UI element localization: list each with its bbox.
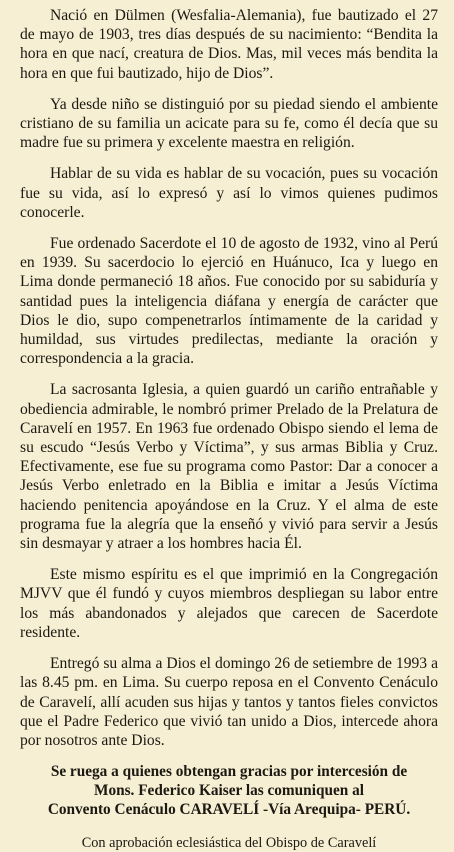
paragraph-episcopate: La sacrosanta Iglesia, a quien guardó un cariño entrañable y obediencia admirable, le nombró primer Prelado de la Prelatura de Caravelí en 1957. En 1963 fue ordenado Obispo siendo el lema de su escudo “Jesús Verbo y Víctima”, y sus armas Biblia y Cruz. Efectivamente, ese fue su programa como Pastor: Dar a conocer a Jesús Verbo enletrado en la Biblia e imitar a Jesús Víctima haciendo penitencia apoyándose en la Cruz. Y el alma de este programa fue la alegría que la enseñó y vivió para servir a Jesús sin desmayar y atraer a los hombres hacia Él. xyxy=(20,381,438,553)
paragraph-ordination: Fue ordenado Sacerdote el 10 de agosto de 1932, vino al Perú en 1939. Su sacerdocio lo ejerció en Huánuco, Ica y luego en Lima donde permaneció 18 años. Fue conocido por su sabiduría y santidad pues la inteligencia diáfana y energía de carácter que Dios le dio, supo compenetrarlos íntimamente de la caridad y humildad, sus virtudes predilectas, mediante la oración y correspondencia a la gracia. xyxy=(20,235,438,368)
paragraph-vocation: Hablar de su vida es hablar de su vocación, pues su vocación fue su vida, así lo expresó y así lo vimos quienes pudimos conocerle. xyxy=(20,165,438,221)
ecclesiastical-approval: Con aprobación eclesiástica del Obispo de Caravelí xyxy=(81,835,377,852)
paragraph-death: Entregó su alma a Dios el domingo 26 de setiembre de 1993 a las 8.45 pm. en Lima. Su cuerpo reposa en el Convento Cenáculo de Caravelí, allí acuden sus hijas y tantos y tantos fieles convictos que el Padre Federico que vivió tan unido a Dios, intercede ahora por nosotros ante Dios. xyxy=(20,655,438,749)
paragraph-childhood: Ya desde niño se distinguió por su piedad siendo el ambiente cristiano de su familia un acicate para su fe, como él decía que su madre fue su primera y excelente maestra en religión. xyxy=(20,95,438,152)
intercession-request xyxy=(20,762,438,819)
paragraph-congregation: Este mismo espíritu es el que imprimió en la Congregación MJVV que él fundó y cuyos miembros despliegan su labor entre los más abandonados y alejados que carecen de Sacerdote residente. xyxy=(20,566,438,641)
paragraph-birth: Nació en Dülmen (Wesfalia-Alemania), fue bautizado el 27 de mayo de 1903, tres días después de su nacimiento: “Bendita la hora en que nací, creatura de Dios. Mas, mil veces más bendita la hora en que fui bautizado, hijo de Dios”. xyxy=(20,7,438,82)
intercession-line-1: Se ruega a quienes obtengan gracias por intercesión de xyxy=(50,763,408,781)
intercession-line-3: Convento Cenáculo CARAVELÍ -Vía Arequipa- PERÚ. xyxy=(47,801,411,819)
intercession-line-2: Mons. Federico Kaiser las comuniquen al xyxy=(94,782,364,800)
